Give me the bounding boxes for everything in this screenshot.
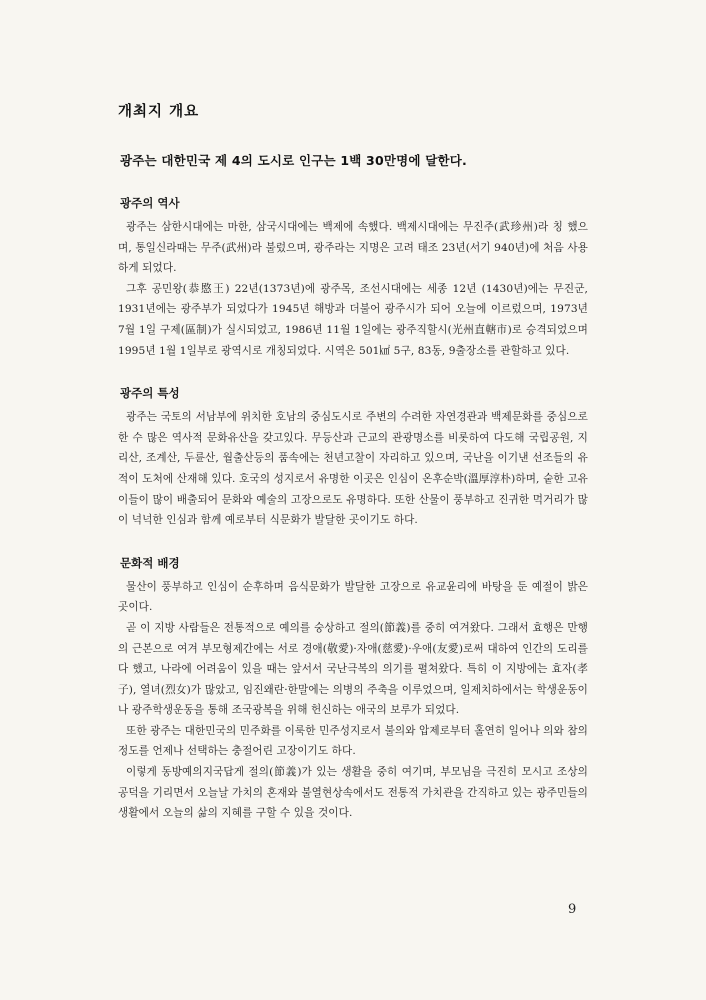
page-title: 개최지 개요 (118, 104, 200, 120)
section-heading: 광주의 특성 (120, 386, 180, 401)
paragraph: 광주는 삼한시대에는 마한, 삼국시대에는 백제에 속했다. 백제시대에는 무진주(武珍州)라 칭 했으며, 통일신라때는 무주(武州)라 불렀으며, 광주라는 지명은 고려 태조 23년(서기 940년)에 처음 사용하게 되었다. (118, 221, 588, 275)
paragraph: 또한 광주는 대한민국의 민주화를 이룩한 민주성지로서 불의와 압제로부터 홀연히 일어나 의와 참의 정도를 언제나 선택하는 충절어린 고장이기도 하다. (118, 724, 588, 758)
section-cultural-background (118, 555, 588, 824)
paragraph: 그후 공민왕(恭愍王) 22년(1373년)에 광주목, 조선시대에는 세종 12년 (1430년)에는 무진군, 1931년에는 광주부가 되었다가 1945년 해방과 더불어 광주시가 되어 오늘에 이르렀으며, 1973년 7월 1일 구제(區制)가 실시되었고, 1986년 11월 1일에는 광주직할시(光州直轄市)로 승격되었으며 1995년 1월 1일부로 광역시로 개칭되었다. 시역은 501㎢ 5구, 83동, 9출장소를 관할하고 있다. (118, 282, 588, 357)
paragraph: 곧 이 지방 사람들은 전통적으로 예의를 숭상하고 절의(節義)를 중히 여겨왔다. 그래서 효행은 만행의 근본으로 여겨 부모형제간에는 서로 경애(敬愛)·자애(慈愛)·우애(友愛)로써 대하여 인간의 도리를 다 했고, 나라에 어려움이 있을 때는 앞서서 국난극복의 의기를 펼쳐왔다. 특히 이 지방에는 효자(孝子), 열녀(烈女)가 많았고, 임진왜란·한말에는 의병의 주축을 이루었으며, 일제치하에서는 학생운동이나 광주학생운동을 통해 조국광복을 위해 헌신하는 애국의 보루가 되었다. (118, 621, 588, 717)
paragraph: 광주는 국토의 서남부에 위치한 호남의 중심도시로 주변의 수려한 자연경관과 백제문화를 중심으로 한 수 많은 역사적 문화유산을 갖고있다. 무등산과 근교의 관광명소를 비롯하여 다도해 국립공원, 지리산, 조계산, 두륜산, 월출산등의 품속에는 천년고찰이 자리하고 있으며, 국난을 이기낸 선조들의 유적이 도처에 산재해 있다. 호국의 성지로서 유명한 이곳은 인심이 온후순박(溫厚淳朴)하며, 숱한 고유 이들이 많이 배출되어 문화와 예술의 고장으로도 유명하다. 또한 산물이 풍부하고 진귀한 먹거리가 많이 넉넉한 인심과 함께 예로부터 식문화가 발달한 곳이기도 하다. (118, 411, 588, 527)
paragraph: 이렇게 동방예의지국답게 절의(節義)가 있는 생활을 중히 여기며, 부모님을 극진히 모시고 조상의 공덕을 기리면서 오늘날 가치의 혼재와 불열현상속에서도 전통적 가치관을 간직하고 있는 광주민들의 생활에서 오늘의 삶의 지혜를 구할 수 있을 것이다. (118, 766, 588, 820)
section-history (118, 195, 588, 361)
section-characteristics (118, 385, 588, 531)
lead-statement: 광주는 대한민국 제 4의 도시로 인구는 1백 30만명에 달한다. (120, 153, 468, 168)
section-heading: 문화적 배경 (120, 555, 180, 570)
page-number: 9 (568, 902, 577, 917)
section-heading: 광주의 역사 (120, 196, 180, 210)
document-body (118, 100, 588, 848)
paragraph: 물산이 풍부하고 인심이 순후하며 음식문화가 발달한 고장으로 유교윤리에 바탕을 둔 예절이 밝은 곳이다. (118, 580, 588, 614)
